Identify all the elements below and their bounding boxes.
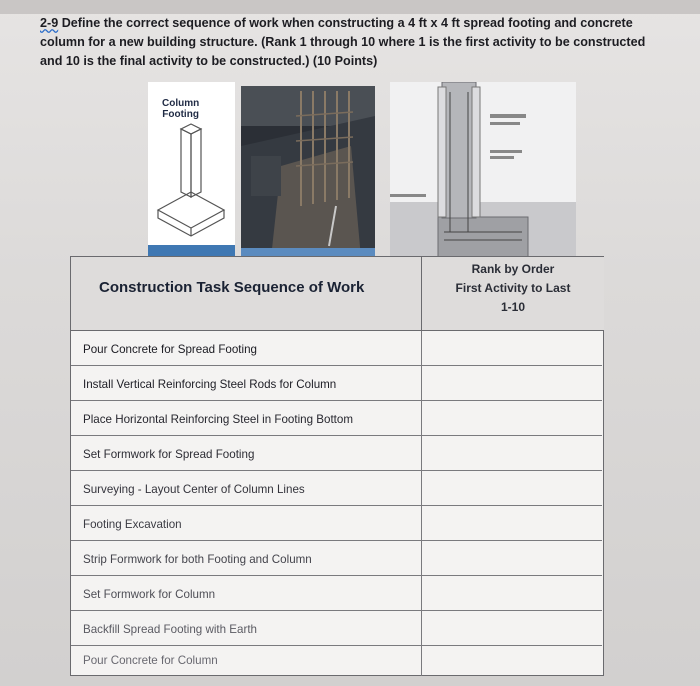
rank-cell[interactable]	[422, 366, 602, 400]
task-cell: Surveying - Layout Center of Column Lines	[71, 471, 422, 505]
section-drawing	[390, 82, 576, 258]
table-row	[71, 401, 602, 436]
rank-cell[interactable]	[422, 576, 602, 610]
table-row	[71, 611, 602, 646]
sketch-label	[162, 98, 199, 120]
rebar-photo-drawing	[241, 86, 375, 258]
rank-header-label	[422, 260, 604, 317]
sketch-label-line-1: Column	[162, 98, 200, 109]
table-row	[71, 541, 602, 576]
task-cell: Backfill Spread Footing with Earth	[71, 611, 422, 645]
task-column-header	[71, 257, 422, 331]
construction-photo	[241, 86, 375, 258]
task-header-label: Construction Task Sequence of Work	[99, 279, 365, 296]
sketch-label-line-2: Footing	[162, 109, 199, 120]
rank-column-header	[422, 257, 604, 331]
question-body: Define the correct sequence of work when constructing a 4 ft x 4 ft spread footing and concrete column for a new building structure. (Rank 1 through 10 where 1 is the first activity to be constructed and 10 is the final activity to be constructed.) (10 Points)	[40, 16, 646, 68]
footing-figure	[148, 82, 576, 260]
footing-section-diagram	[390, 82, 576, 258]
question-text	[40, 14, 650, 71]
task-cell: Pour Concrete for Column	[71, 646, 422, 676]
rank-cell[interactable]	[422, 471, 602, 505]
task-cell: Strip Formwork for both Footing and Column	[71, 541, 422, 575]
rank-cell[interactable]	[422, 541, 602, 575]
rank-cell[interactable]	[422, 331, 602, 365]
task-cell: Install Vertical Reinforcing Steel Rods for Column	[71, 366, 422, 400]
rank-cell[interactable]	[422, 436, 602, 470]
table-row	[71, 331, 602, 366]
table-row	[71, 366, 602, 401]
table-row	[71, 646, 602, 676]
rank-header-line-1: Rank by Order	[471, 262, 555, 276]
task-cell: Set Formwork for Column	[71, 576, 422, 610]
rank-cell[interactable]	[422, 646, 602, 676]
rank-cell[interactable]	[422, 401, 602, 435]
sequence-table	[70, 256, 604, 676]
rank-header-line-2: First Activity to Last	[455, 281, 571, 295]
task-cell: Place Horizontal Reinforcing Steel in Footing Bottom	[71, 401, 422, 435]
task-cell: Set Formwork for Spread Footing	[71, 436, 422, 470]
question-number: 2-9	[40, 16, 59, 30]
rank-cell[interactable]	[422, 611, 602, 645]
rank-cell[interactable]	[422, 506, 602, 540]
table-row	[71, 436, 602, 471]
task-cell: Pour Concrete for Spread Footing	[71, 331, 422, 365]
top-edge	[0, 0, 700, 14]
table-row	[71, 506, 602, 541]
table-row	[71, 576, 602, 611]
rank-header-line-3: 1-10	[500, 300, 526, 314]
task-cell: Footing Excavation	[71, 506, 422, 540]
column-footing-sketch	[148, 82, 235, 258]
table-row	[71, 471, 602, 506]
